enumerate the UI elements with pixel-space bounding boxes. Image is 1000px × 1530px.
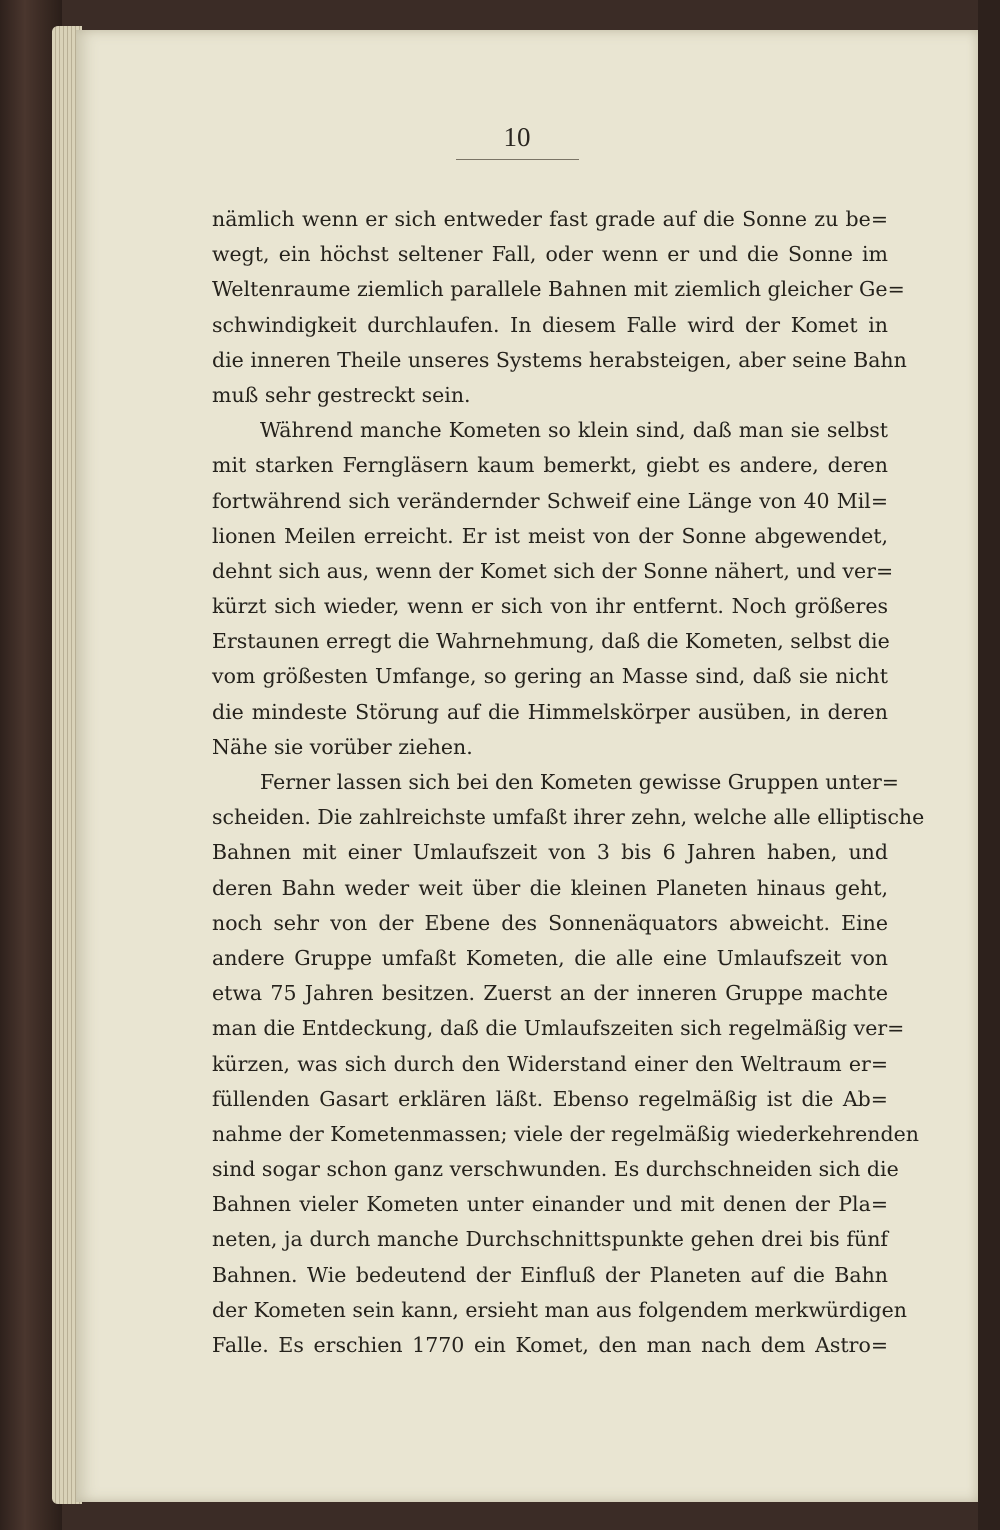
text-line: Weltenraume ziemlich parallele Bahnen mit ziemlich gleicher Ge= <box>212 277 905 302</box>
background-edge <box>978 0 1000 1530</box>
text-line: dehnt sich aus, wenn der Komet sich der Sonne nähert, und ver= <box>212 558 894 583</box>
text-line: mit starken Ferngläsern kaum bemerkt, giebt es andere, deren <box>212 453 888 478</box>
text-line: kürzen, was sich durch den Widerstand einer den Weltraum er= <box>212 1051 888 1076</box>
book-page <box>76 30 978 1502</box>
paragraph <box>212 765 925 1363</box>
text-line: vom größesten Umfange, so gering an Masse sind, daß sie nicht <box>212 664 888 689</box>
text-line: muß sehr gestreckt sein. <box>212 382 471 407</box>
text-line: deren Bahn weder weit über die kleinen Planeten hinaus geht, <box>212 875 888 900</box>
text-line: Erstaunen erregt die Wahrnehmung, daß die Kometen, selbst die <box>212 629 890 654</box>
text-line: Bahnen vieler Kometen unter einander und mit denen der Pla= <box>212 1192 888 1217</box>
text-line: Bahnen. Wie bedeutend der Einfluß der Planeten auf die Bahn <box>212 1262 888 1287</box>
text-line: noch sehr von der Ebene des Sonnenäquators abweicht. Eine <box>212 910 888 935</box>
text-line: Bahnen mit einer Umlaufszeit von 3 bis 6 Jahren haben, und <box>212 840 888 865</box>
text-line: schwindigkeit durchlaufen. In diesem Falle wird der Komet in <box>212 312 888 337</box>
text-line: neten, ja durch manche Durchschnittspunkte gehen drei bis fünf <box>212 1227 888 1252</box>
text-line: Nähe sie vorüber ziehen. <box>212 734 473 759</box>
text-line: der Kometen sein kann, ersieht man aus folgendem merkwürdigen <box>212 1297 907 1322</box>
text-line: kürzt sich wieder, wenn er sich von ihr entfernt. Noch größeres <box>212 594 888 619</box>
page-body <box>212 202 925 1363</box>
text-line: scheiden. Die zahlreichste umfaßt ihrer zehn, welche alle elliptische <box>212 805 925 830</box>
text-line: wegt, ein höchst seltener Fall, oder wenn er und die Sonne im <box>212 242 888 267</box>
text-line: Falle. Es erschien 1770 ein Komet, den man nach dem Astro= <box>212 1333 888 1357</box>
page-header <box>76 122 978 160</box>
text-line: Während manche Kometen so klein sind, daß man sie selbst <box>260 418 888 443</box>
text-line: die inneren Theile unseres Systems herabsteigen, aber seine Bahn <box>212 347 907 372</box>
page-number: 10 <box>456 122 579 160</box>
text-line: Ferner lassen sich bei den Kometen gewisse Gruppen unter= <box>260 770 899 794</box>
text-line: lionen Meilen erreicht. Er ist meist von der Sonne abgewendet, <box>212 523 888 548</box>
text-line: sind sogar schon ganz verschwunden. Es durchschneiden sich die <box>212 1157 899 1182</box>
text-line: die mindeste Störung auf die Himmelskörper ausüben, in deren <box>212 699 888 724</box>
text-line: füllenden Gasart erklären läßt. Ebenso regelmäßig ist die Ab= <box>212 1086 888 1111</box>
text-line: andere Gruppe umfaßt Kometen, die alle eine Umlaufszeit von <box>212 945 888 970</box>
text-line: nämlich wenn er sich entweder fast grade auf die Sonne zu be= <box>212 207 888 231</box>
paragraph <box>212 202 907 413</box>
text-line: fortwährend sich verändernder Schweif eine Länge von 40 Mil= <box>212 488 888 513</box>
text-line: etwa 75 Jahren besitzen. Zuerst an der inneren Gruppe machte <box>212 981 888 1006</box>
text-line: man die Entdeckung, daß die Umlaufszeiten sich regelmäßig ver= <box>212 1016 905 1041</box>
paragraph <box>212 413 894 765</box>
text-line: nahme der Kometenmassen; viele der regelmäßig wiederkehrenden <box>212 1121 919 1146</box>
